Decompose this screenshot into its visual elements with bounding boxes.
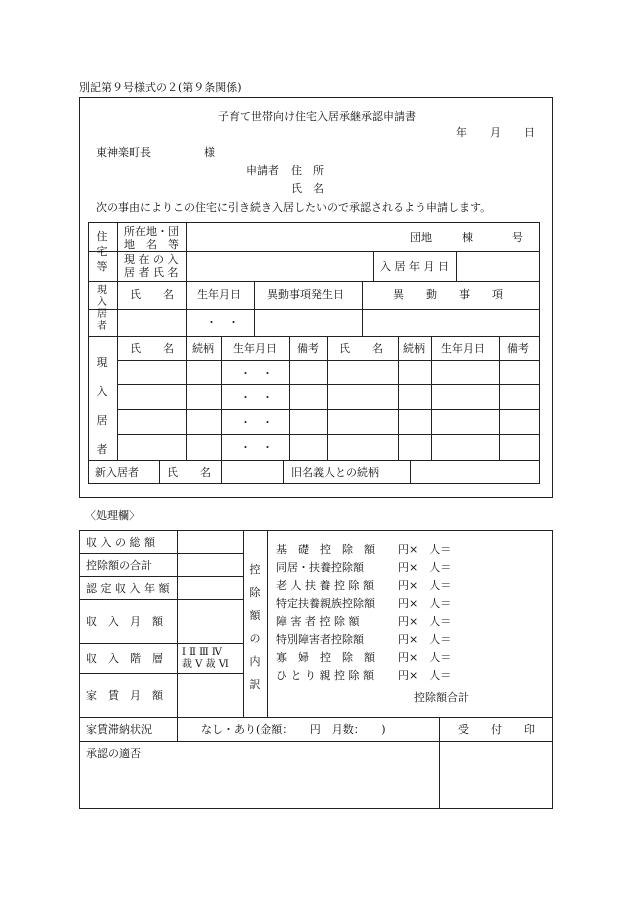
table-rule	[186, 222, 187, 281]
certified-income-label: 認 定 収 入 年 額	[86, 582, 170, 595]
table-rule	[327, 336, 328, 460]
current-name-header: 氏 名	[130, 288, 174, 301]
table-rule	[88, 281, 540, 282]
reception-stamp-label: 受 付 印	[458, 723, 535, 736]
table-rule	[79, 553, 243, 554]
residents-dots-3: ・ ・	[240, 416, 273, 429]
movein-date-label: 入 居 年 月 日	[380, 260, 449, 273]
form-label: 別記第９号様式の２(第９条関係)	[79, 81, 242, 94]
deduction-breakdown-label: 控 除 額 の 内 訳	[249, 563, 261, 691]
table-rule	[243, 530, 244, 717]
table-rule	[439, 717, 440, 809]
table-rule	[362, 281, 363, 336]
new-resident-relation-label: 旧名義人との続柄	[291, 466, 379, 479]
deduction-calc-3: 円× 人＝	[398, 579, 452, 592]
table-rule	[88, 336, 540, 337]
deduction-total-label: 控除額の合計	[86, 559, 152, 572]
table-rule	[221, 336, 222, 460]
table-rule	[410, 460, 411, 484]
applicant-address-label: 住 所	[291, 164, 324, 177]
arrears-value: なし・あり(金額： 円 月数： )	[201, 723, 386, 736]
current-birth-dots: ・ ・	[206, 316, 239, 329]
residents-dots-1: ・ ・	[240, 367, 273, 380]
table-rule	[254, 281, 255, 336]
deduction-calc-5: 円× 人＝	[398, 615, 452, 628]
residents-name-header-2: 氏 名	[339, 342, 383, 355]
deduction-calc-2: 円× 人＝	[398, 561, 452, 574]
table-rule	[283, 460, 284, 484]
residents-note-header-1: 備考	[297, 342, 319, 355]
deduction-label-5: 障 害 者 控 除 額	[276, 615, 360, 628]
deduction-label-1: 基 礎 控 除 額	[276, 543, 375, 556]
table-rule	[117, 409, 540, 410]
table-rule	[431, 336, 432, 460]
danchi-label: 団地	[410, 231, 432, 244]
residents-birth-header-1: 生年月日	[233, 342, 277, 355]
deduction-calc-8: 円× 人＝	[398, 669, 452, 682]
income-class-label: 収 入 階 層	[86, 652, 163, 665]
addressee: 東神楽町長	[96, 146, 151, 159]
table-rule	[267, 530, 268, 717]
deduction-calc-7: 円× 人＝	[398, 651, 452, 664]
table-rule	[79, 643, 243, 644]
table-rule	[88, 309, 540, 310]
deduction-calc-4: 円× 人＝	[398, 597, 452, 610]
arrears-label: 家賃滞納状況	[86, 723, 152, 736]
resident-label-line2: 居 者 氏 名	[124, 266, 179, 279]
date-day: 日	[524, 126, 535, 139]
deduction-label-8: ひ と り 親 控 除 額	[276, 669, 374, 682]
table-rule	[186, 336, 187, 460]
new-resident-name-label: 氏 名	[167, 466, 211, 479]
deduction-label-7: 寡 婦 控 除 額	[276, 651, 375, 664]
table-rule	[79, 717, 553, 718]
table-rule	[79, 741, 553, 742]
deduction-label-2: 同居・扶養控除額	[276, 561, 364, 574]
table-rule	[499, 336, 500, 460]
housing-section-label: 住 宅 等	[96, 230, 108, 273]
deduction-label-6: 特別障害者控除額	[276, 633, 364, 646]
residents-relation-header-1: 続柄	[192, 342, 214, 355]
income-class-options-1: Ⅰ Ⅱ Ⅲ Ⅳ	[182, 647, 222, 658]
gou-label: 号	[512, 231, 523, 244]
location-label-line1: 所在地・団	[124, 225, 179, 238]
deduction-label-4: 特定扶養親族控除額	[276, 597, 375, 610]
table-rule	[117, 434, 540, 435]
date-month: 月	[490, 126, 501, 139]
table-rule	[373, 251, 374, 281]
table-rule	[88, 251, 540, 252]
applicant-name-label: 氏 名	[291, 182, 324, 195]
new-resident-label: 新入居者	[95, 466, 139, 479]
page-title: 子育て世帯向け住宅入居承継承認申請書	[218, 110, 416, 123]
table-rule	[289, 336, 290, 460]
income-class-options-2: 裁 Ⅴ 裁 Ⅵ	[182, 659, 229, 670]
residents-note-header-2: 備考	[507, 342, 529, 355]
residents-birth-header-2: 生年月日	[441, 342, 485, 355]
table-rule	[117, 222, 118, 460]
deduction-total: 控除額合計	[414, 691, 469, 704]
deduction-label-3: 老 人 扶 養 控 除 額	[276, 579, 374, 592]
tou-label: 棟	[462, 231, 473, 244]
table-rule	[79, 576, 243, 577]
table-rule	[221, 460, 222, 484]
table-rule	[456, 251, 457, 281]
location-label-line2: 地 名 等	[124, 238, 179, 251]
processing-heading: 〈処理欄〉	[85, 509, 140, 522]
residents-relation-header-2: 続柄	[403, 342, 425, 355]
table-rule	[117, 360, 540, 361]
table-rule	[186, 281, 187, 336]
deduction-calc-6: 円× 人＝	[398, 633, 452, 646]
table-rule	[88, 460, 540, 461]
residents-section-label: 現 入 居 者	[96, 356, 108, 456]
approval-label: 承認の適否	[86, 747, 141, 760]
applicant-label: 申請者	[246, 164, 279, 177]
monthly-income-label: 収 入 月 額	[86, 615, 163, 628]
addressee-sama: 様	[204, 146, 215, 159]
table-rule	[398, 336, 399, 460]
date-year: 年	[456, 126, 467, 139]
residents-dots-2: ・ ・	[240, 391, 273, 404]
current-birth-header: 生年月日	[197, 288, 241, 301]
monthly-rent-label: 家 賃 月 額	[86, 689, 163, 702]
current-change-date-header: 異動事項発生日	[267, 288, 344, 301]
residents-name-header-1: 氏 名	[130, 342, 174, 355]
table-rule	[159, 460, 160, 484]
deduction-calc-1: 円× 人＝	[398, 543, 452, 556]
table-rule	[177, 530, 178, 741]
statement: 次の事由によりこの住宅に引き続き入居したいので承認されるよう申請します。	[96, 201, 492, 214]
current-section-label: 現 入 居 者	[97, 285, 107, 332]
residents-dots-4: ・ ・	[240, 441, 273, 454]
table-rule	[117, 384, 540, 385]
resident-label-line1: 現 在 の 入	[124, 253, 179, 266]
table-rule	[79, 673, 243, 674]
income-total-label: 収 入 の 総 額	[86, 536, 155, 549]
current-change-header: 異 動 事 項	[393, 288, 503, 301]
table-rule	[79, 599, 243, 600]
